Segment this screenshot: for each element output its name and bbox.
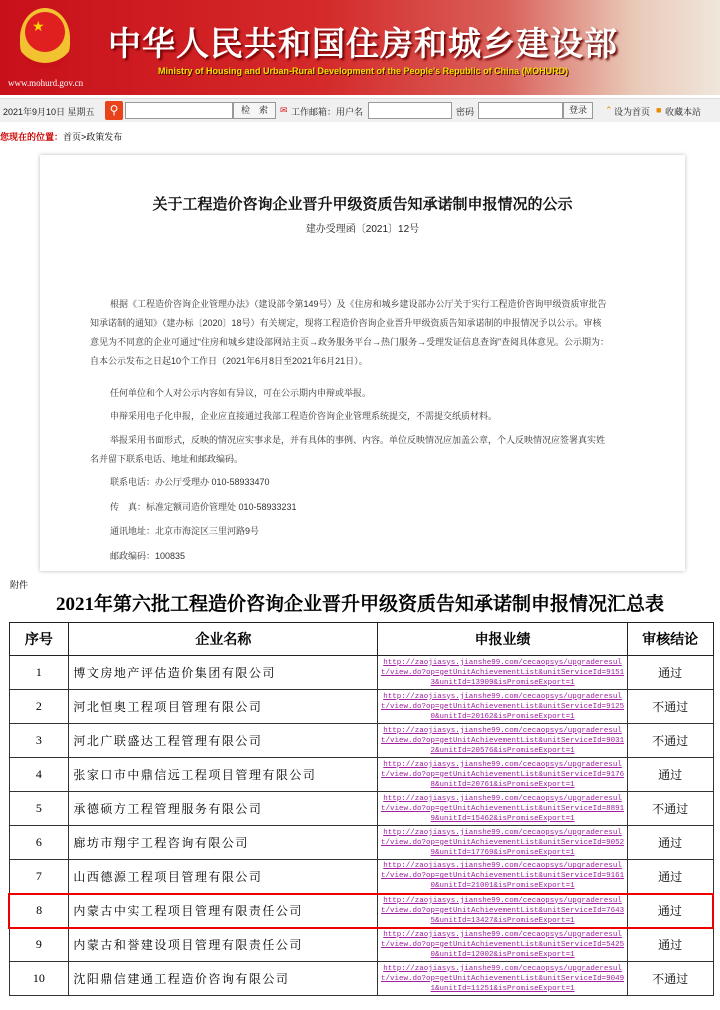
password-label: 密码 [456, 107, 475, 117]
header-result: 审核结论 [627, 623, 713, 656]
site-banner [0, 0, 720, 95]
home-icon: ⌃ [605, 105, 613, 115]
achievement-link[interactable]: http://zaojiasys.jianshe99.com/cecaopsys/upgraderesult/view.do?op=getUnitAchievementList&unitServiceId=91250&unitId=20162&isPromiseExport=1 [381, 692, 625, 721]
site-url: www.mohurd.gov.cn [8, 78, 84, 88]
row-number: 7 [9, 860, 69, 894]
bookmark-link[interactable]: 收藏本站 [665, 107, 702, 117]
header-no: 序号 [9, 623, 69, 656]
table-row [9, 758, 713, 792]
achievement-link[interactable]: http://zaojiasys.jianshe99.com/cecaopsys/upgraderesult/view.do?op=getUnitAchievementList&unitServiceId=91513&unitId=13909&isPromiseExport=1 [381, 658, 625, 687]
company-name: 内蒙古和誉建设项目管理有限责任公司 [69, 928, 378, 962]
row-number: 10 [9, 962, 69, 996]
achievement-cell [378, 690, 627, 724]
review-result: 通过 [627, 826, 713, 860]
document-title: 关于工程造价咨询企业晋升甲级资质告知承诺制申报情况的公示 [152, 196, 573, 213]
company-name: 河北恒奥工程项目管理有限公司 [69, 690, 378, 724]
breadcrumb [0, 130, 122, 143]
bookmark-icon: ■ [656, 105, 662, 115]
table-row [9, 962, 713, 996]
company-name: 河北广联盛达工程管理有限公司 [69, 724, 378, 758]
row-number: 5 [9, 792, 69, 826]
paragraph: 举报采用书面形式，反映的情况应实事求是，并有具体的事例、内容。单位反映情况应加盖公章，个人反映情况应签署真实姓名并留下联系电话、地址和邮政编码。 [90, 435, 606, 464]
mail-icon: ✉ [280, 105, 288, 115]
table-row [9, 894, 713, 928]
row-number: 3 [9, 724, 69, 758]
review-result: 不通过 [627, 962, 713, 996]
date: 2021年9月10日 星期五 [3, 107, 95, 117]
achievement-cell [378, 962, 627, 996]
table-row [9, 826, 713, 860]
company-name: 博文房地产评估造价集团有限公司 [69, 656, 378, 690]
attachment-label: 附件 [10, 580, 29, 590]
search-button[interactable]: 检 索 [233, 102, 276, 119]
review-result: 通过 [627, 894, 713, 928]
table-row [9, 928, 713, 962]
site-title: 中华人民共和国住房和城乡建设部 [108, 25, 618, 62]
review-result: 不通过 [627, 690, 713, 724]
company-name: 山西德源工程项目管理有限公司 [69, 860, 378, 894]
header-company: 企业名称 [69, 623, 378, 656]
achievement-link[interactable]: http://zaojiasys.jianshe99.com/cecaopsys/upgraderesult/view.do?op=getUnitAchievementList&unitServiceId=76435&unitId=13427&isPromiseExport=1 [381, 896, 625, 925]
achievement-cell [378, 928, 627, 962]
paragraph: 根据《工程造价咨询企业管理办法》（建设部令第149号）及《住房和城乡建设部办公厅关于实行工程造价咨询甲级资质审批告知承诺制的通知》（建办标〔2020〕18号）有关规定，现将工程造价咨询企业晋升甲级资质告知承诺制的申报情况予以公示。审核意见为不同意的企业可通过“住房和城乡建设部网站主页→政务服务平台→热门服务→受理发证信息查询”查阅具体意见。公示期为：自本公示发布之日起10个工作日（2021年6月8日至2021年6月21日）。 [90, 299, 609, 366]
achievement-cell [378, 758, 627, 792]
achievement-link[interactable]: http://zaojiasys.jianshe99.com/cecaopsys/upgraderesult/view.do?op=getUnitAchievementList&unitServiceId=88919&unitId=15462&isPromiseExport=1 [381, 794, 625, 823]
site-subtitle: Ministry of Housing and Urban-Rural Development of the People's Republic of China (MOHURD) [158, 66, 569, 76]
mail-label: 工作邮箱：用户名 [291, 107, 364, 117]
toolbar [0, 98, 720, 122]
company-name: 沈阳鼎信建通工程造价咨询有限公司 [69, 962, 378, 996]
table-row [9, 690, 713, 724]
row-number: 8 [9, 894, 69, 928]
national-emblem-icon: ★ [20, 8, 70, 68]
table-row [9, 792, 713, 826]
contact-postcode: 邮政编码：100835 [110, 551, 186, 561]
breadcrumb-path[interactable]: 首页>政策发布 [63, 132, 123, 142]
achievement-link[interactable]: http://zaojiasys.jianshe99.com/cecaopsys/upgraderesult/view.do?op=getUnitAchievementList&unitServiceId=90529&unitId=17769&isPromiseExport=1 [381, 828, 625, 857]
summary-table [8, 622, 714, 996]
review-result: 通过 [627, 928, 713, 962]
password-input[interactable] [478, 102, 563, 119]
table-row [9, 724, 713, 758]
login-button[interactable]: 登录 [563, 102, 593, 119]
company-name: 廊坊市翔宇工程咨询有限公司 [69, 826, 378, 860]
breadcrumb-label: 您现在的位置： [0, 132, 64, 142]
review-result: 通过 [627, 656, 713, 690]
achievement-cell [378, 792, 627, 826]
paragraph: 任何单位和个人对公示内容如有异议，可在公示期内申辩或举报。 [110, 388, 372, 398]
username-input[interactable] [368, 102, 452, 119]
review-result: 不通过 [627, 792, 713, 826]
achievement-cell [378, 826, 627, 860]
row-number: 9 [9, 928, 69, 962]
company-name: 内蒙古中实工程项目管理有限责任公司 [69, 894, 378, 928]
contact-address: 通讯地址：北京市海淀区三里河路9号 [110, 526, 260, 536]
search-icon: ⚲ [105, 101, 123, 120]
achievement-link[interactable]: http://zaojiasys.jianshe99.com/cecaopsys/upgraderesult/view.do?op=getUnitAchievementList&unitServiceId=90491&unitId=11251&isPromiseExport=1 [381, 964, 625, 993]
review-result: 通过 [627, 758, 713, 792]
set-home-link[interactable]: 设为首页 [614, 107, 651, 117]
table-title: 2021年第六批工程造价咨询企业晋升甲级资质告知承诺制申报情况汇总表 [55, 594, 664, 615]
review-result: 通过 [627, 860, 713, 894]
contact-fax: 传 真：标准定额司造价管理处 010-58933231 [110, 502, 297, 512]
achievement-cell [378, 860, 627, 894]
achievement-cell [378, 656, 627, 690]
company-name: 承德硕方工程管理服务有限公司 [69, 792, 378, 826]
company-name: 张家口市中鼎信远工程项目管理有限公司 [69, 758, 378, 792]
achievement-cell [378, 724, 627, 758]
paragraph: 申辩采用电子化申报，企业应直接通过我部工程造价咨询企业管理系统提交，不需提交纸质材料。 [110, 411, 498, 421]
achievement-link[interactable]: http://zaojiasys.jianshe99.com/cecaopsys/upgraderesult/view.do?op=getUnitAchievementList&unitServiceId=90312&unitId=20576&isPromiseExport=1 [381, 726, 625, 755]
row-number: 2 [9, 690, 69, 724]
review-result: 不通过 [627, 724, 713, 758]
table-row [9, 656, 713, 690]
document [40, 155, 685, 571]
achievement-link[interactable]: http://zaojiasys.jianshe99.com/cecaopsys/upgraderesult/view.do?op=getUnitAchievementList&unitServiceId=91610&unitId=21001&isPromiseExport=1 [381, 862, 625, 891]
achievement-link[interactable]: http://zaojiasys.jianshe99.com/cecaopsys/upgraderesult/view.do?op=getUnitAchievementList&unitServiceId=91768&unitId=20761&isPromiseExport=1 [381, 760, 625, 789]
row-number: 6 [9, 826, 69, 860]
document-number: 建办受理函〔2021〕12号 [305, 224, 420, 235]
contact-phone: 联系电话：办公厅受理办 010-58933470 [110, 477, 270, 487]
achievement-link[interactable]: http://zaojiasys.jianshe99.com/cecaopsys/upgraderesult/view.do?op=getUnitAchievementList&unitServiceId=54250&unitId=12002&isPromiseExport=1 [381, 930, 625, 959]
row-number: 1 [9, 656, 69, 690]
achievement-cell [378, 894, 627, 928]
header-achievement: 申报业绩 [378, 623, 627, 656]
table-row [9, 860, 713, 894]
row-number: 4 [9, 758, 69, 792]
search-input[interactable] [125, 102, 233, 119]
